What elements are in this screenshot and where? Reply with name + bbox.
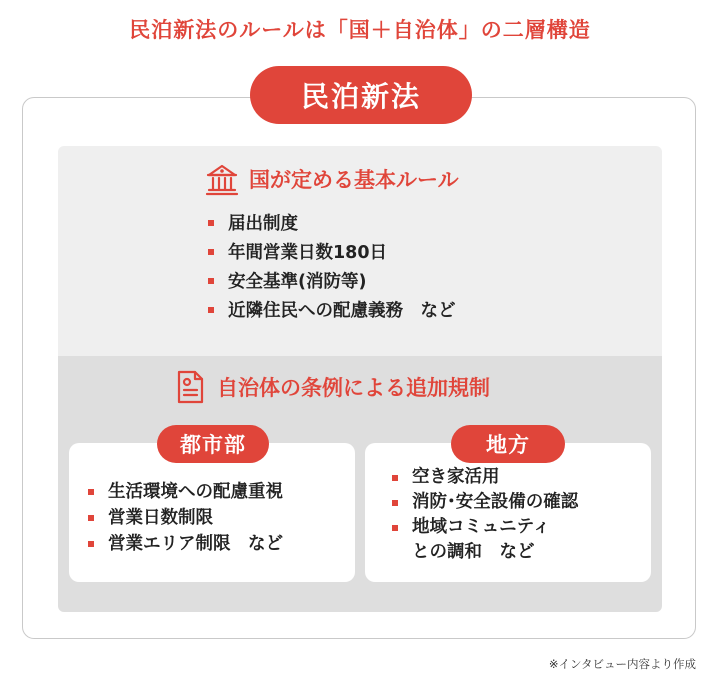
list-item: 生活環境への配慮重視 bbox=[86, 479, 283, 505]
ordinance-document-icon bbox=[171, 368, 209, 406]
list-item: 年間営業日数180日 bbox=[206, 239, 456, 268]
list-item-continuation: との調和 など bbox=[412, 542, 535, 562]
list-item: 届出制度 bbox=[206, 210, 456, 239]
list-item: 安全基準(消防等) bbox=[206, 268, 456, 297]
page-title: 民泊新法のルールは「国＋自治体」の二層構造 bbox=[129, 18, 591, 42]
law-badge: 民泊新法 bbox=[250, 66, 472, 124]
local-ordinance-heading bbox=[171, 368, 490, 406]
national-rules-heading bbox=[203, 160, 459, 198]
local-ordinance-heading-text: 自治体の条例による追加規制 bbox=[217, 376, 490, 400]
source-footnote: ※インタビュー内容より作成 bbox=[548, 657, 696, 671]
national-rules-heading-text: 国が定める基本ルール bbox=[249, 168, 459, 192]
regional-rules-list bbox=[390, 465, 578, 565]
list-item: 空き家活用 bbox=[390, 465, 578, 490]
list-item: 営業エリア制限 など bbox=[86, 531, 283, 557]
list-item: 営業日数制限 bbox=[86, 505, 283, 531]
urban-badge: 都市部 bbox=[157, 425, 269, 463]
urban-rules-list bbox=[86, 479, 283, 557]
government-building-icon bbox=[203, 160, 241, 198]
list-item: 地域コミュニティ bbox=[390, 515, 578, 540]
regional-badge: 地方 bbox=[451, 425, 565, 463]
list-item: 消防･安全設備の確認 bbox=[390, 490, 578, 515]
national-rules-list bbox=[206, 210, 456, 326]
list-item: 近隣住民への配慮義務 など bbox=[206, 297, 456, 326]
